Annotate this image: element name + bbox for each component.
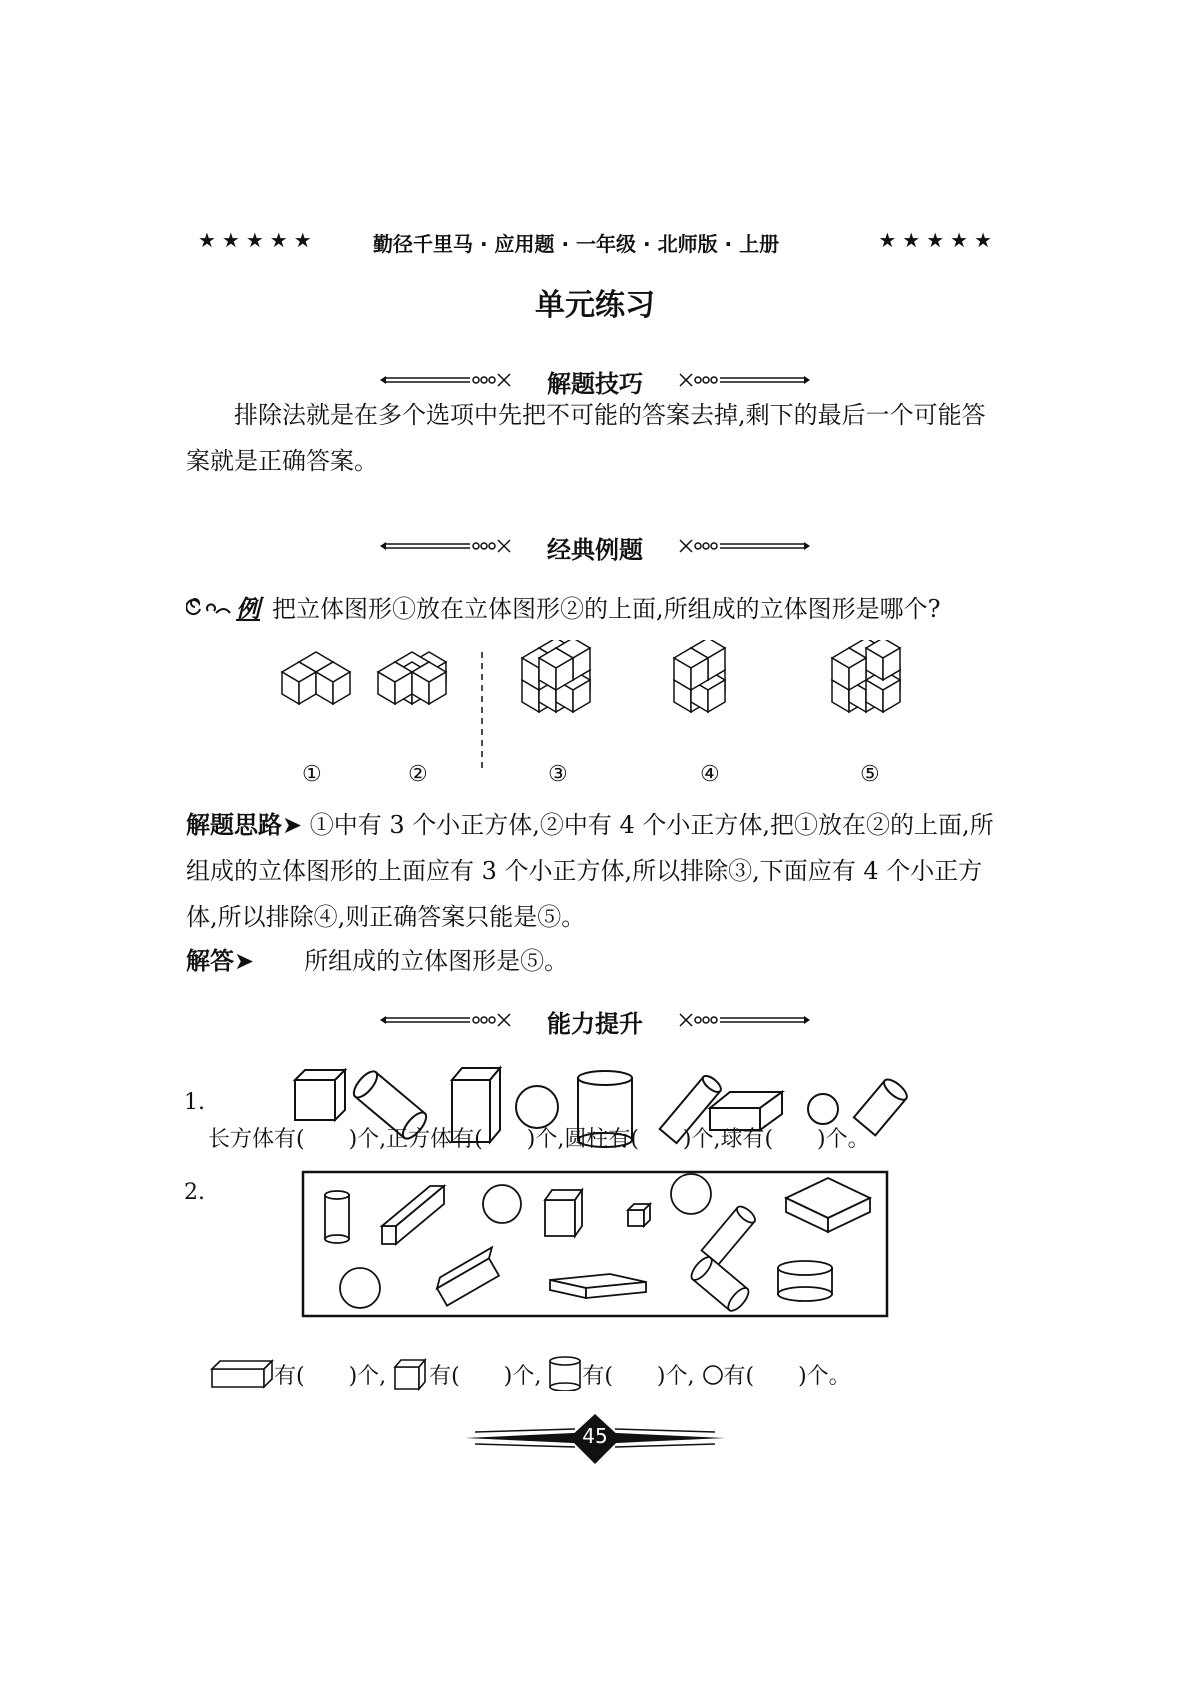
q2-cube-1 <box>545 1190 582 1236</box>
example-question <box>186 592 1006 626</box>
analysis-label: 解题思路➤ <box>186 811 303 839</box>
q1-number: 1. <box>184 1090 205 1115</box>
shape-small-sphere <box>808 1094 838 1124</box>
q2-shape-box <box>300 1170 890 1320</box>
shape-cube <box>295 1070 345 1120</box>
section-header-practice <box>380 1000 810 1040</box>
q2-short-cylinder <box>778 1261 832 1301</box>
figure-label-5: ⑤ <box>860 762 880 787</box>
q2-sphere-2 <box>671 1174 711 1214</box>
page-header <box>198 228 998 258</box>
cube-figure-4 <box>674 640 725 712</box>
figure-label-4: ④ <box>700 762 720 787</box>
example-question-text: 把立体图形①放在立体图形②的上面,所组成的立体图形是哪个? <box>272 595 941 623</box>
figure-label-2: ② <box>408 762 428 787</box>
figure-label-3: ③ <box>548 762 568 787</box>
figure-label-1: ① <box>302 762 322 787</box>
answer-paragraph <box>186 938 1006 984</box>
header-stars-left: ★★★★★ <box>198 228 318 252</box>
q2-sphere-1 <box>483 1185 521 1223</box>
cube-figure-5 <box>832 640 900 712</box>
section-title-tips: 解题技巧 <box>547 370 643 398</box>
section-title-practice: 能力提升 <box>547 1010 643 1038</box>
q2-sphere-3 <box>340 1268 380 1308</box>
cube-figure-3 <box>522 640 590 712</box>
cube-icon <box>393 1357 429 1391</box>
cube-figure-2 <box>378 652 446 704</box>
cylinder-icon <box>548 1355 582 1391</box>
example-ornament-icon <box>186 595 236 621</box>
sphere-icon <box>702 1364 724 1386</box>
q2-sphere-text: 有( )个。 <box>723 1364 851 1389</box>
header-title: 勤径千里马 · 应用题 · 一年级 · 北师版 · 上册 <box>373 232 780 256</box>
q2-cuboid-text: 有( )个, <box>274 1364 387 1389</box>
unit-title: 单元练习 <box>535 288 655 323</box>
section-header-examples <box>380 526 810 566</box>
q2-small-cube <box>628 1204 650 1226</box>
answer-label: 解答➤ <box>186 947 255 975</box>
answer-text: 所组成的立体图形是⑤。 <box>304 947 569 975</box>
page-number: 45 <box>582 1424 608 1448</box>
q2-answer-line <box>210 1355 851 1391</box>
cube-figures <box>270 640 930 790</box>
q2-number: 2. <box>184 1180 205 1205</box>
cube-figure-1 <box>282 652 350 704</box>
q2-cube-text: 有( )个, <box>429 1364 542 1389</box>
analysis-paragraph <box>186 802 1006 940</box>
q1-text: 长方体有( )个,正方体有( )个,圆柱有( )个,球有( )个。 <box>208 1127 870 1152</box>
analysis-text: ①中有 3 个小正方体,②中有 4 个小正方体,把①放在②的上面,所组成的立体图形的上面应有 3 个小正方体,所以排除③,下面应有 4 个小正方体,所以排除④,则正确答案只能是⑤。 <box>186 811 994 931</box>
header-stars-right: ★★★★★ <box>878 228 998 252</box>
q2-cylinder-1 <box>325 1191 349 1243</box>
section-title-examples: 经典例题 <box>547 536 643 564</box>
tips-paragraph: 排除法就是在多个选项中先把不可能的答案去掉,剩下的最后一个可能答案就是正确答案。 <box>186 401 986 475</box>
q2-cylinder-text: 有( )个, <box>582 1364 695 1389</box>
cuboid-icon <box>210 1359 274 1389</box>
example-label: 例 <box>236 594 260 623</box>
